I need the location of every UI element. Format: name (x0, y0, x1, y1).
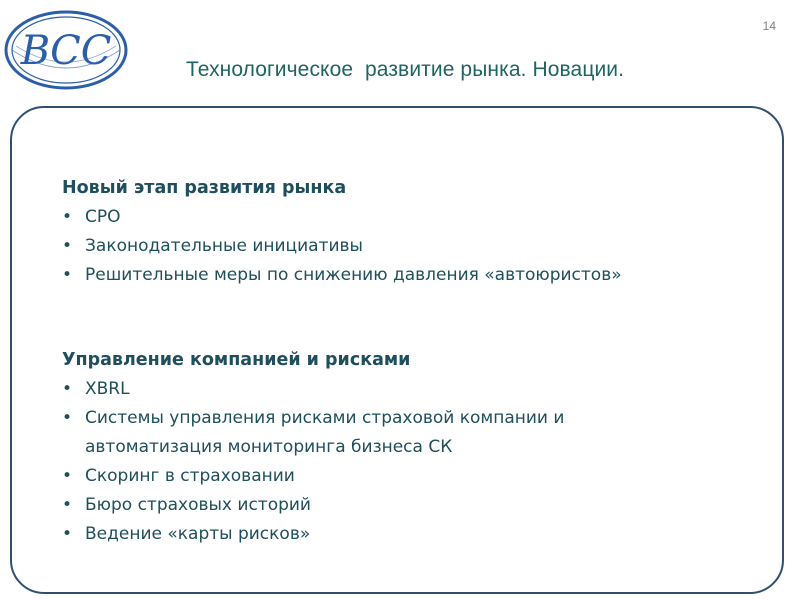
list-item-text: Бюро страховых историй (85, 495, 311, 515)
bullet-icon: • (62, 408, 73, 428)
bullet-icon: • (62, 466, 73, 486)
bullet-list (62, 375, 762, 549)
bullet-icon: • (62, 524, 73, 544)
list-item (62, 462, 762, 491)
section-risk-management (62, 346, 762, 549)
logo-lettering: ВСС (20, 28, 112, 74)
section-market-stage (62, 174, 762, 290)
list-item-text: Системы управления рисками страховой компании и (85, 408, 565, 428)
page-title: Технологическое развитие рынка. Новации. (186, 58, 625, 81)
bullet-list (62, 203, 762, 290)
list-item (62, 491, 762, 520)
list-item (62, 232, 762, 261)
bullet-icon: • (62, 207, 73, 227)
list-item-text: Ведение «карты рисков» (85, 524, 311, 544)
bullet-icon: • (62, 379, 73, 399)
bullet-icon: • (62, 495, 73, 515)
section-heading: Новый этап развития рынка (62, 178, 347, 198)
company-logo (2, 6, 130, 94)
list-item-text: Законодательные инициативы (85, 236, 363, 256)
bullet-icon: • (62, 236, 73, 256)
list-item (62, 375, 762, 404)
list-item (62, 520, 762, 549)
list-item-text: XBRL (85, 379, 130, 399)
list-item (62, 203, 762, 232)
list-item-text: Скоринг в страховании (85, 466, 295, 486)
list-item (62, 261, 762, 290)
bullet-icon: • (62, 265, 73, 285)
page-number: 14 (762, 19, 776, 33)
list-item (62, 404, 762, 433)
section-heading: Управление компанией и рисками (62, 350, 411, 370)
content-box (10, 106, 784, 594)
list-item-continuation (62, 433, 762, 462)
list-item-text: Решительные меры по снижению давления «автоюристов» (85, 265, 622, 285)
list-item-text: СРО (85, 207, 121, 227)
list-item-text: автоматизация мониторинга бизнеса СК (85, 437, 453, 457)
